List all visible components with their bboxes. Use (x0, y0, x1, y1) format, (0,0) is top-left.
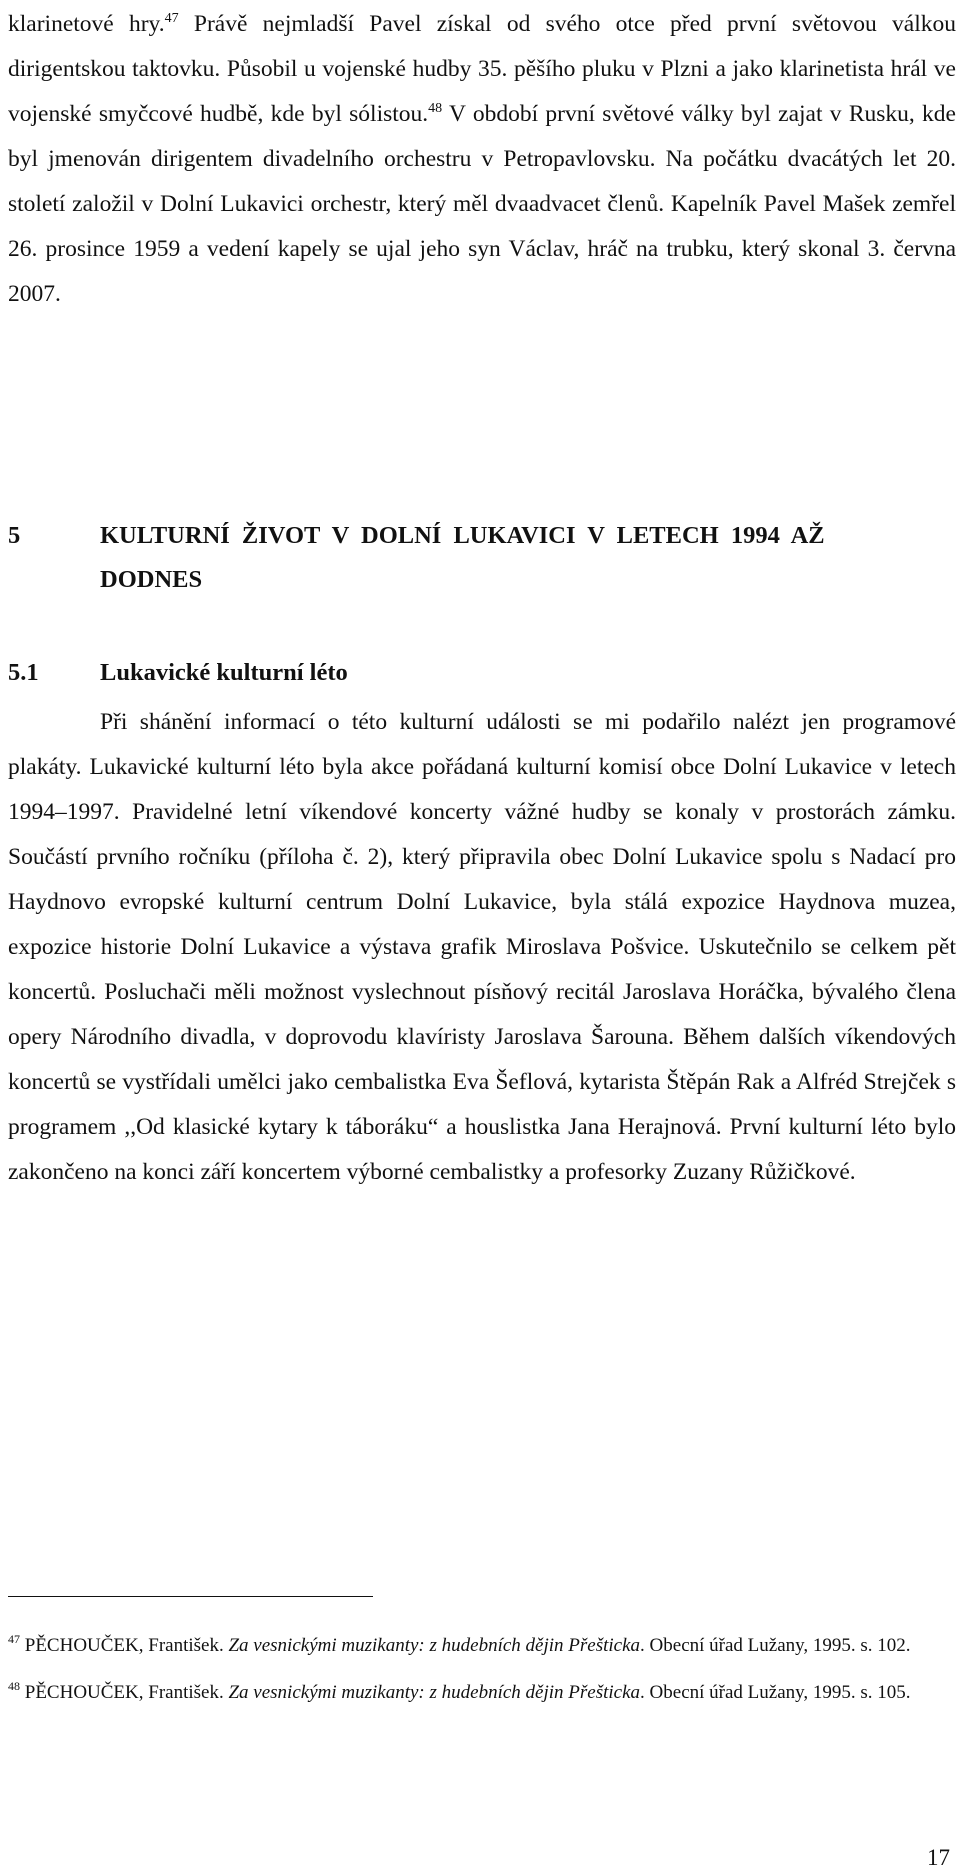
footnote-47 (8, 1627, 956, 1664)
footnote-publisher: . Obecní úřad Lužany, 1995. s. 105. (640, 1682, 911, 1703)
page-number: 17 (927, 1845, 950, 1870)
section-title: Lukavické kulturní léto (100, 659, 348, 686)
top-paragraph (8, 2, 956, 317)
footnote-publisher: . Obecní úřad Lužany, 1995. s. 102. (640, 1635, 911, 1656)
chapter-title: KULTURNÍ ŽIVOT V DOLNÍ LUKAVICI V LETECH 1994 AŽ DODNES (100, 522, 825, 593)
chapter-number: 5 (8, 522, 21, 549)
footnote-number: 48 (8, 1679, 20, 1693)
footnote-ref-48[interactable]: 48 (428, 101, 443, 116)
chapter-heading (8, 514, 948, 602)
top-paragraph-part-3: V období první světové války byl zajat v Rusku, kde byl jmenován dirigentem divadelního orchestru v Petropavlovsku. Na počátku dvacátých let 20. století založil v Dolní Lukavici orchestr, který měl dvaadvacet členů. Kapelník Pavel Mašek zemřel 26. prosince 1959 a vedení kapely se ujal jeho syn Václav, hráč na trubku, který skonal 3. června 2007. (8, 101, 956, 307)
section-paragraph-text: Při shánění informací o této kulturní události se mi podařilo nalézt jen programové plakáty. Lukavické kulturní léto byla akce pořádaná kulturní komisí obce Dolní Lukavice v letech 1994–1997. Pravidelné letní víkendové koncerty vážné hudby se konaly v prostorách zámku. Součástí prvního ročníku (příloha č. 2), který připravila obec Dolní Lukavice spolu s Nadací pro Haydnovo evropské kulturní centrum Dolní Lukavice, byla stálá expozice Haydnova muzea, expozice historie Dolní Lukavice a výstava grafik Miroslava Pošvice. Uskutečnilo se celkem pět koncertů. Posluchači měli možnost vyslechnout písňový recitál Jaroslava Horáčka, bývalého člena opery Národního divadla, v doprovodu klavíristy Jaroslava Šarouna. Během dalších víkendových koncertů se vystřídali umělci jako cembalistka Eva Šeflová, kytarista Štěpán Rak a Alfréd Strejček s programem ,,Od klasické kytary k táboráku“ a houslistka Jana Herajnová. První kulturní léto bylo zakončeno na konci září koncertem výborné cembalistky a profesorky Zuzany Růžičkové. (8, 709, 956, 1185)
footnote-author: PĚCHOUČEK, František. (20, 1682, 229, 1703)
footnotes (8, 1627, 956, 1721)
footnote-title: Za vesnickými muzikanty: z hudebních dějin Přešticka (228, 1682, 641, 1703)
footnote-title: Za vesnickými muzikanty: z hudebních dějin Přešticka (228, 1635, 641, 1656)
section-heading (8, 651, 948, 695)
top-paragraph-part-2: Právě nejmladší Pavel získal od svého otce před první světovou válkou dirigentskou taktovku. Působil u vojenské hudby 35. pěšího pluku v Plzni a jako klarinetista hrál ve vojenské smyčcové hudbě, kde byl sólistou. (8, 11, 956, 127)
footnote-author: PĚCHOUČEK, František. (20, 1635, 229, 1656)
section-number: 5.1 (8, 659, 39, 686)
footnote-number: 47 (8, 1632, 20, 1646)
section-paragraph (8, 700, 956, 1195)
footnote-48 (8, 1674, 956, 1711)
top-paragraph-part-1: klarinetové hry. (8, 11, 165, 37)
footnote-ref-47[interactable]: 47 (164, 11, 179, 26)
footnote-separator (8, 1596, 373, 1597)
